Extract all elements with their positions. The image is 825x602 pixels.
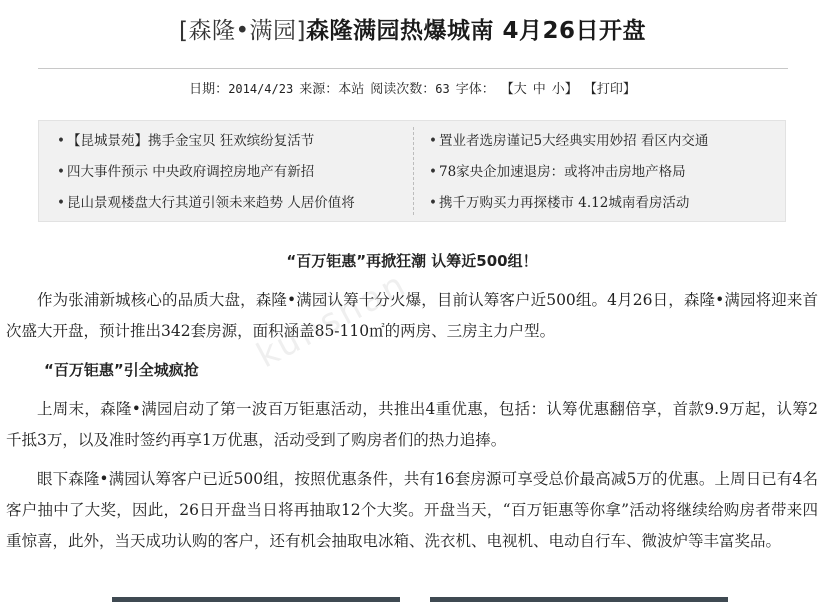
related-link[interactable]: • 78家央企加速退房：或将冲击房地产格局	[429, 161, 779, 192]
watermark-graphic: kunshan	[250, 263, 415, 377]
bullet-icon: •	[429, 195, 437, 211]
bullet-icon: •	[57, 164, 65, 180]
article-paragraph: 作为张浦新城核心的品质大盘，森隆•满园认筹十分火爆，目前认筹客户近500组。4月26日，森隆•满园将迎来首次盛大开盘，预计推出342套房源，面积涵盖85-110㎡的两房、三房主力户型。	[6, 291, 818, 340]
related-list-right	[429, 130, 779, 223]
font-medium-link[interactable]: 中	[532, 82, 546, 97]
panel-divider	[413, 127, 414, 215]
title-headline: 森隆满园热爆城南 4月26日开盘	[305, 18, 647, 44]
bottom-banner-left	[112, 597, 400, 602]
article-meta	[0, 78, 825, 97]
related-articles-panel	[38, 120, 786, 222]
article-paragraph: 眼下森隆•满园认筹客户已近500组，按照优惠条件，共有16套房源可享受总价最高减5万的优惠。上周日已有4名客户抽中了大奖，因此，26日开盘当日将再抽取12个大奖。开盘当天，“百万钜惠等你拿”活动将继续给购房者带来四重惊喜，此外，当天成功认购的客户，还有机会抽取电冰箱、洗衣机、电视机、电动自行车、微波炉等丰富奖品。	[6, 470, 818, 550]
related-link[interactable]: • 置业者选房谨记5大经典实用妙招 看区内交通	[429, 130, 779, 161]
title-project-tag: [森隆•满园]	[178, 18, 306, 44]
article-paragraph: 上周末，森隆•满园启动了第一波百万钜惠活动，共推出4重优惠，包括：认筹优惠翻倍享，首款9.9万起，认筹2千抵3万，以及准时签约再享1万优惠，活动受到了购房者们的热力追捧。	[6, 400, 818, 449]
font-bracket-open: 【	[500, 82, 514, 97]
reads-value: 63	[435, 82, 450, 96]
bullet-icon: •	[429, 164, 437, 180]
article-subheading: “百万钜惠”引全城疯抢	[44, 361, 199, 379]
related-link[interactable]: • 四大事件预示 中央政府调控房地产有新招	[57, 161, 407, 192]
date-value: 2014/4/23	[228, 82, 294, 96]
related-list-left	[57, 130, 407, 223]
date-label: 日期：	[189, 82, 229, 97]
title-divider	[38, 68, 788, 69]
font-size-label: 字体：	[455, 82, 495, 97]
article-headline: “百万钜惠”再掀狂潮 认筹近500组！	[286, 252, 538, 270]
font-large-link[interactable]: 大	[513, 82, 527, 97]
bullet-icon: •	[57, 133, 65, 149]
font-bracket-close: 】	[564, 82, 578, 97]
related-link[interactable]: • 昆山景观楼盘大行其道引领未来趋势 人居价值将	[57, 192, 407, 223]
related-link[interactable]: • 【昆城景苑】携手金宝贝 狂欢缤纷复活节	[57, 130, 407, 161]
bottom-banner-right	[430, 597, 728, 602]
bullet-icon: •	[57, 195, 65, 211]
page-title	[0, 12, 825, 45]
bullet-icon: •	[429, 133, 437, 149]
related-link[interactable]: • 携千万购买力再探楼市 4.12城南看房活动	[429, 192, 779, 223]
print-link[interactable]: 【打印】	[583, 82, 636, 97]
reads-label: 阅读次数：	[370, 82, 436, 97]
article-body	[6, 246, 818, 565]
source-label: 来源：	[299, 82, 339, 97]
font-small-link[interactable]: 小	[551, 82, 565, 97]
source-value: 本站	[338, 82, 365, 97]
